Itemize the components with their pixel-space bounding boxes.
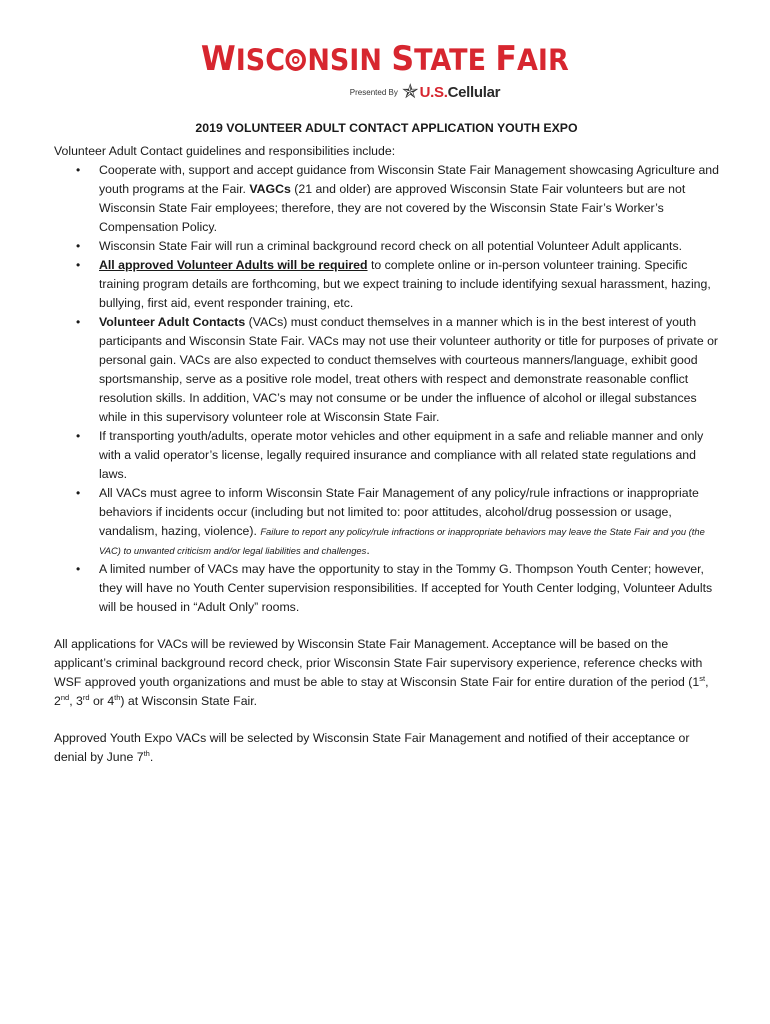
list-item: • All VACs must agree to inform Wisconsin State Fair Management of any policy/rule infractions or inappropriate behaviors if incidents occur (including but not limited to: poor attitudes, alcohol/drug possession or usage, vandalism, hazing, violence). Failure to report any policy/rule infractions or inappropriate behaviors may leave the State Fair and you (the VAC) to unwanted criticism and/or legal liabilities and challenges. <box>54 484 719 560</box>
list-item: • A limited number of VACs may have the opportunity to stay in the Tommy G. Thompson Youth Center; however, they will have no Youth Center supervision responsibilities. If accepted for Youth Center lodging, Volunteer Adults will be housed in “Adult Only” rooms. <box>54 560 719 617</box>
list-item: • If transporting youth/adults, operate motor vehicles and other equipment in a safe and reliable manner and only with a valid operator’s license, legally required insurance and compliance with all related state regulations and laws. <box>54 427 719 484</box>
list-item: • Cooperate with, support and accept guidance from Wisconsin State Fair Management showcasing Agriculture and youth programs at the Fair. VAGCs (21 and older) are approved Wisconsin State Fair volunteers but are not Wisconsin State Fair employees; therefore, they are not covered by the Wisconsin State Fair’s Worker’s Compensation Policy. <box>54 161 719 237</box>
selection-paragraph: Approved Youth Expo VACs will be selected by Wisconsin State Fair Management and notified of their acceptance or denial by June 7th. <box>54 731 690 764</box>
gear-icon <box>286 49 306 71</box>
star-icon: ✯ <box>401 81 419 103</box>
presented-by-label: Presented By <box>349 87 398 97</box>
list-item: • All approved Volunteer Adults will be required to complete online or in-person volunteer training. Specific training program details are forthcoming, but we expect training to include identifying sexual harassment, hazing, bullying, first aid, event responder training, etc. <box>54 256 719 313</box>
sponsor-line <box>0 79 770 105</box>
review-paragraph: All applications for VACs will be reviewed by Wisconsin State Fair Management. Acceptance will be based on the applicant’s criminal background record check, prior Wisconsin State Fair supervisory experience, reference checks with WSF approved youth organizations and must be able to stay at Wisconsin State Fair for entire duration of the period (1st, 2nd, 3rd or 4th) at Wisconsin State Fair. <box>54 637 709 708</box>
list-item: • Wisconsin State Fair will run a criminal background record check on all potential Volunteer Adult applicants. <box>54 237 719 256</box>
list-item: • Volunteer Adult Contacts (VACs) must conduct themselves in a manner which is in the best interest of youth participants and Wisconsin State Fair. VACs may not use their volunteer authority or title for purposes of private or personal gain. VACs are also expected to conduct themselves with courteous manners/language, exhibit good sportsmanship, serve as a positive role model, treat others with respect and demonstrate reasonable conflict resolution skills. In addition, VAC’s may not consume or be under the influence of alcohol or illegal substances while in this supervisory volunteer role at Wisconsin State Fair. <box>54 313 719 427</box>
intro-text: Volunteer Adult Contact guidelines and responsibilities include: <box>54 144 396 158</box>
document-body <box>54 119 719 767</box>
page-title: 2019 VOLUNTEER ADULT CONTACT APPLICATION YOUTH EXPO <box>195 121 578 135</box>
responsibilities-list <box>54 161 719 617</box>
wisconsin-state-fair-logo <box>0 39 770 105</box>
us-cellular-logo: U.S.Cellular <box>419 83 501 101</box>
logo-title: WISC NSIN STATE FAIR <box>201 39 569 79</box>
